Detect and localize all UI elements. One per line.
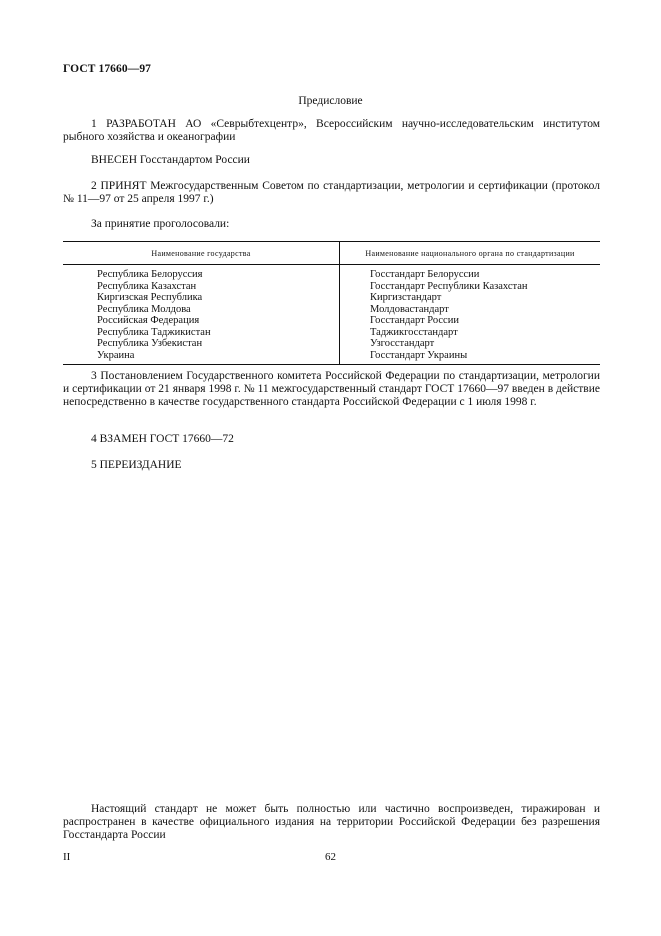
table-cell-state: Республика Узбекистан (97, 338, 203, 349)
voting-states-table (63, 241, 600, 365)
table-cell-state: Российская Федерация (97, 315, 200, 326)
table-header-row (63, 242, 600, 265)
table-cell-state: Республика Казахстан (97, 280, 197, 292)
page-roman-number: II (63, 851, 71, 863)
table-cell-state: Киргизская Республика (97, 292, 203, 303)
paragraph-developed-by: 1 РАЗРАБОТАН АО «Севрыбтехцентр», Всероссийским научно-исследовательским институтом рыбного хозяйства и океанографии (63, 118, 600, 143)
paragraph-decree: 3 Постановлением Государственного комитета Российской Федерации по стандартизации, метрологии и сертификации от 21 января 1998 г. № 11 межгосударственный стандарт ГОСТ 17660—97 введен в действие непосредственно в качестве государственного стандарта Российской Федерации с 1 июля 1998 г. (63, 370, 600, 408)
table-cell-body: Госстандарт Украины (370, 349, 468, 361)
table-cell-state: Украина (97, 349, 135, 361)
paragraph-adopted-by: 2 ПРИНЯТ Межгосударственным Советом по стандартизации, метрологии и сертификации (протокол № 11—97 от 25 апреля 1997 г.) (63, 180, 600, 205)
paragraph-reissue: 5 ПЕРЕИЗДАНИЕ (91, 459, 182, 471)
paragraph-introduced-by: ВНЕСЕН Госстандартом России (91, 154, 250, 166)
states-column (63, 265, 340, 365)
table-body-row (63, 265, 600, 365)
preface-title: Предисловие (298, 95, 363, 107)
table-cell-body: Молдовастандарт (370, 303, 449, 315)
table-cell-body: Таджикгосстандарт (370, 326, 458, 338)
page-number: 62 (325, 851, 336, 863)
table-cell-body: Госстандарт Белоруссии (370, 269, 480, 280)
table-cell-body: Госстандарт Республики Казахстан (370, 280, 528, 292)
standards-bodies-column (340, 265, 601, 365)
table-cell-state: Республика Таджикистан (97, 326, 211, 338)
table-cell-body: Госстандарт России (370, 315, 459, 326)
table-header-standards-body: Наименование национального органа по стандартизации (340, 242, 601, 265)
table-cell-body: Узгосстандарт (370, 338, 435, 349)
table-header-state: Наименование государства (63, 242, 340, 265)
table-cell-body: Киргизстандарт (370, 292, 442, 303)
copyright-notice: Настоящий стандарт не может быть полностью или частично воспроизведен, тиражирован и распространен в качестве официального издания на территории Российской Федерации без разрешения Госстандарта России (63, 803, 600, 841)
table-cell-state: Республика Белоруссия (97, 269, 203, 280)
paragraph-replaces: 4 ВЗАМЕН ГОСТ 17660—72 (91, 433, 234, 445)
paragraph-voted: За принятие проголосовали: (91, 218, 230, 230)
table-cell-state: Республика Молдова (97, 303, 191, 315)
document-code-header: ГОСТ 17660—97 (63, 63, 152, 75)
